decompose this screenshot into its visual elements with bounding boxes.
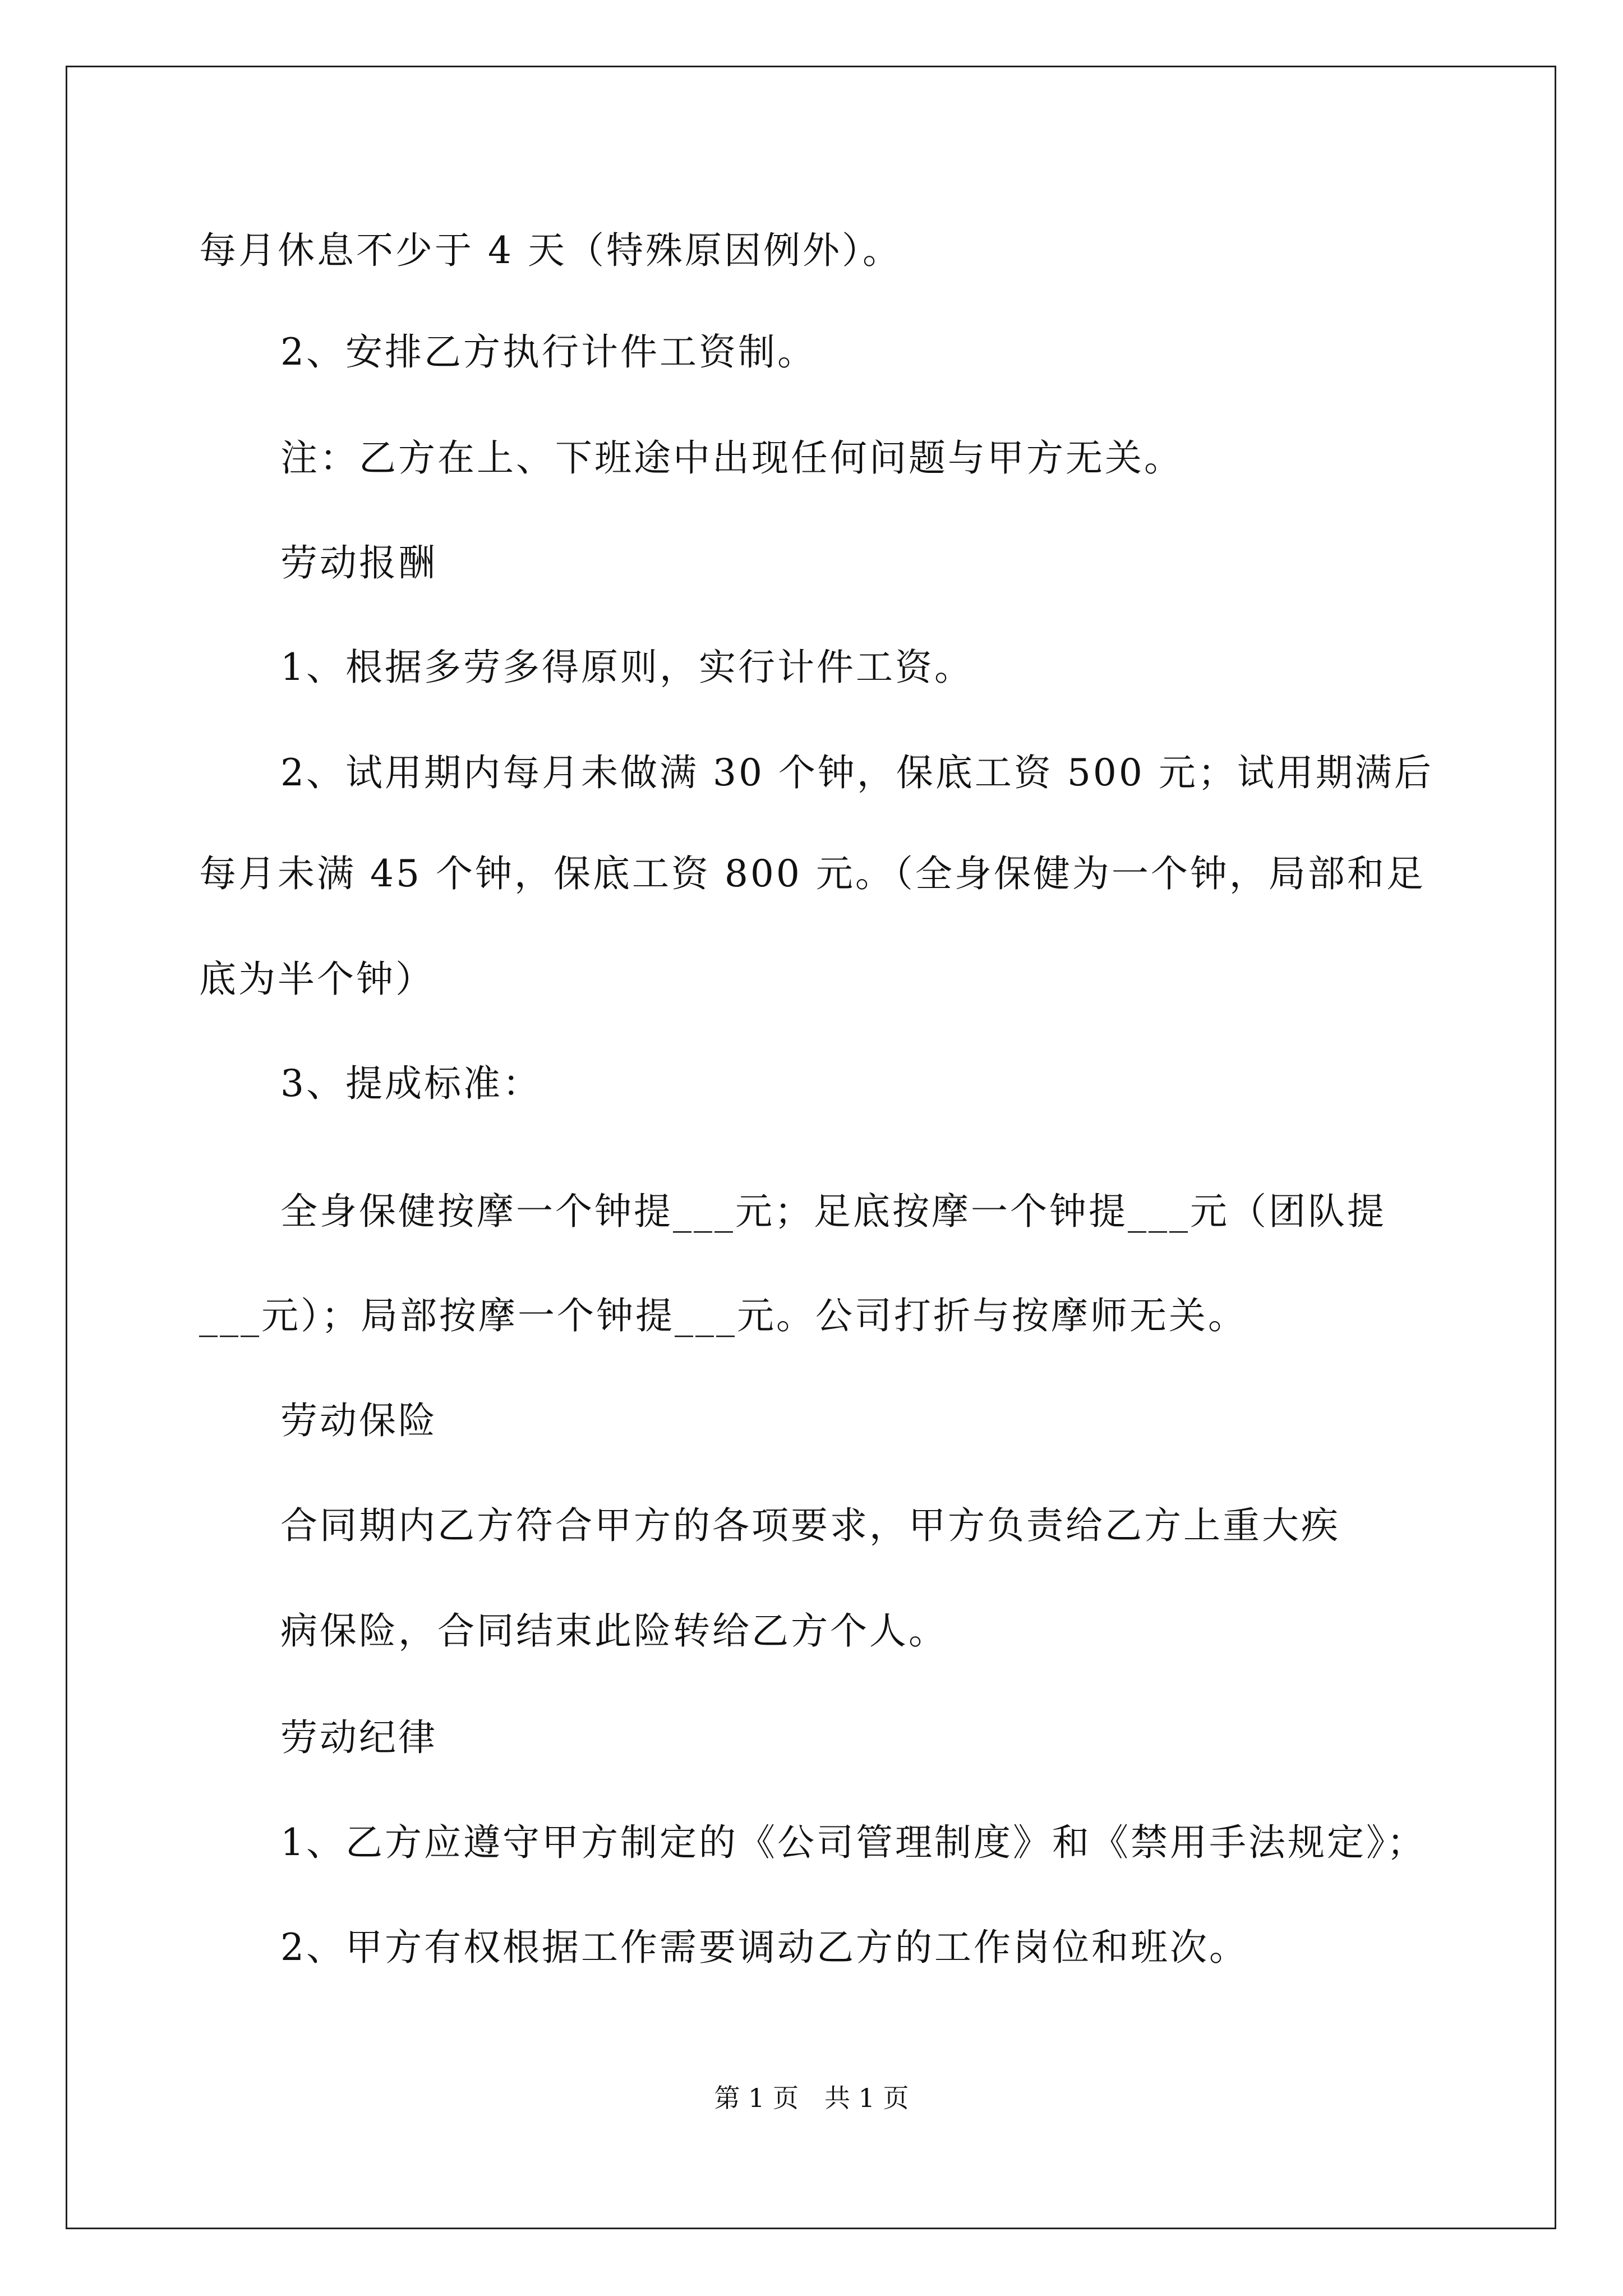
paragraph-line: ___元）；局部按摩一个钟提___元。公司打折与按摩师无关。 [199, 1294, 1247, 1337]
paragraph-line: 注：乙方在上、下班途中出现任何问题与甲方无关。 [280, 436, 1183, 480]
paragraph-line: 2、安排乙方执行计件工资制。 [280, 330, 817, 374]
paragraph-line: 病保险，合同结束此险转给乙方个人。 [280, 1609, 948, 1653]
page-border [66, 66, 1556, 2229]
section-heading: 劳动保险 [280, 1399, 437, 1442]
paragraph-line: 每月休息不少于 4 天（特殊原因例外）。 [199, 229, 902, 272]
paragraph-line: 1、乙方应遵守甲方制定的《公司管理制度》和《禁用手法规定》； [280, 1821, 1426, 1864]
paragraph-line: 底为半个钟） [199, 958, 435, 1001]
paragraph-line: 3、提成标准： [280, 1062, 542, 1105]
page-footer: 第 1 页 共 1 页 [714, 2083, 909, 2113]
paragraph-line: 2、试用期内每月未做满 30 个钟，保底工资 500 元；试用期满后 [280, 751, 1433, 794]
paragraph-line: 2、甲方有权根据工作需要调动乙方的工作岗位和班次。 [280, 1926, 1248, 1969]
section-heading: 劳动纪律 [280, 1716, 437, 1759]
paragraph-line: 1、根据多劳多得原则，实行计件工资。 [280, 646, 974, 689]
paragraph-line: 全身保健按摩一个钟提___元；足底按摩一个钟提___元（团队提 [280, 1190, 1386, 1233]
paragraph-line: 每月未满 45 个钟，保底工资 800 元。（全身保健为一个钟，局部和足 [199, 852, 1426, 895]
section-heading: 劳动报酬 [280, 541, 437, 585]
paragraph-line: 合同期内乙方符合甲方的各项要求，甲方负责给乙方上重大疾 [280, 1504, 1340, 1547]
